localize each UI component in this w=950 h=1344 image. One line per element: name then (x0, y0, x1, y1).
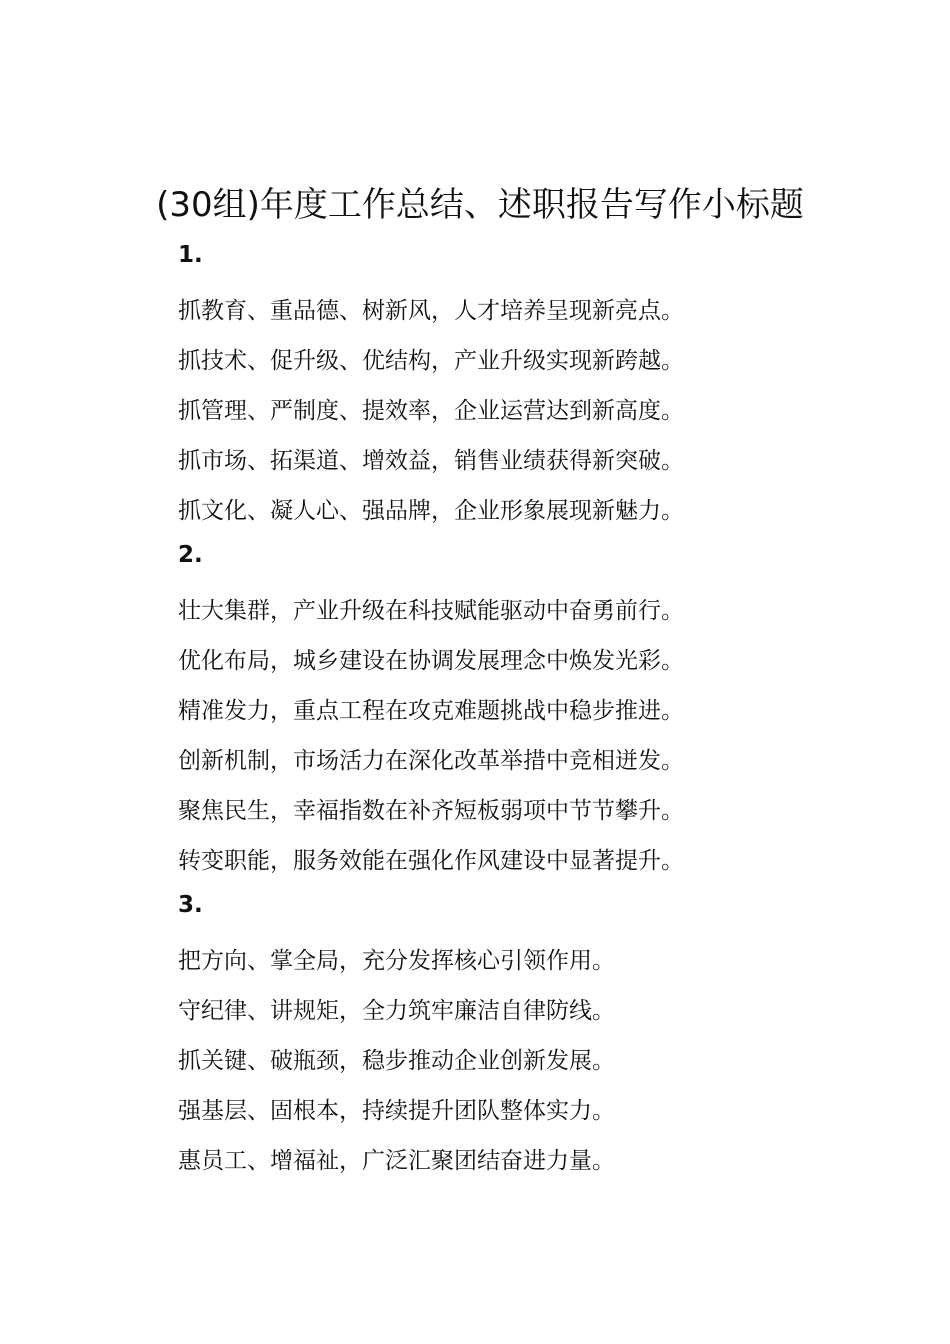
section-1 (178, 236, 878, 536)
paragraph-line: 抓技术、促升级、优结构，产业升级实现新跨越。 (178, 348, 684, 374)
document-body (178, 236, 878, 1186)
paragraph-line: 强基层、固根本，持续提升团队整体实力。 (178, 1098, 615, 1124)
paragraph-line: 惠员工、增福祉，广泛汇聚团结奋进力量。 (178, 1148, 615, 1174)
section-3 (178, 886, 878, 1186)
section-heading: 1. (178, 242, 203, 268)
paragraph-line: 抓文化、凝人心、强品牌，企业形象展现新魅力。 (178, 498, 684, 524)
paragraph-line: 抓市场、拓渠道、增效益，销售业绩获得新突破。 (178, 448, 684, 474)
section-2 (178, 536, 878, 886)
paragraph-line: 抓教育、重品德、树新风，人才培养呈现新亮点。 (178, 298, 684, 324)
paragraph-line: 聚焦民生，幸福指数在补齐短板弱项中节节攀升。 (178, 798, 684, 824)
paragraph-line: 精准发力，重点工程在攻克难题挑战中稳步推进。 (178, 698, 684, 724)
paragraph-line: 把方向、掌全局，充分发挥核心引领作用。 (178, 948, 615, 974)
paragraph-line: 优化布局，城乡建设在协调发展理念中焕发光彩。 (178, 648, 684, 674)
paragraph-line: 转变职能，服务效能在强化作风建设中显著提升。 (178, 848, 684, 874)
paragraph-line: 抓关键、破瓶颈，稳步推动企业创新发展。 (178, 1048, 615, 1074)
section-heading: 2. (178, 542, 203, 568)
paragraph-line: 创新机制，市场活力在深化改革举措中竞相迸发。 (178, 748, 684, 774)
paragraph-line: 抓管理、严制度、提效率，企业运营达到新高度。 (178, 398, 684, 424)
section-heading: 3. (178, 892, 203, 918)
paragraph-line: 壮大集群，产业升级在科技赋能驱动中奋勇前行。 (178, 598, 684, 624)
paragraph-line: 守纪律、讲规矩，全力筑牢廉洁自律防线。 (178, 998, 615, 1024)
document-title: (30组)年度工作总结、述职报告写作小标题 (156, 185, 804, 225)
